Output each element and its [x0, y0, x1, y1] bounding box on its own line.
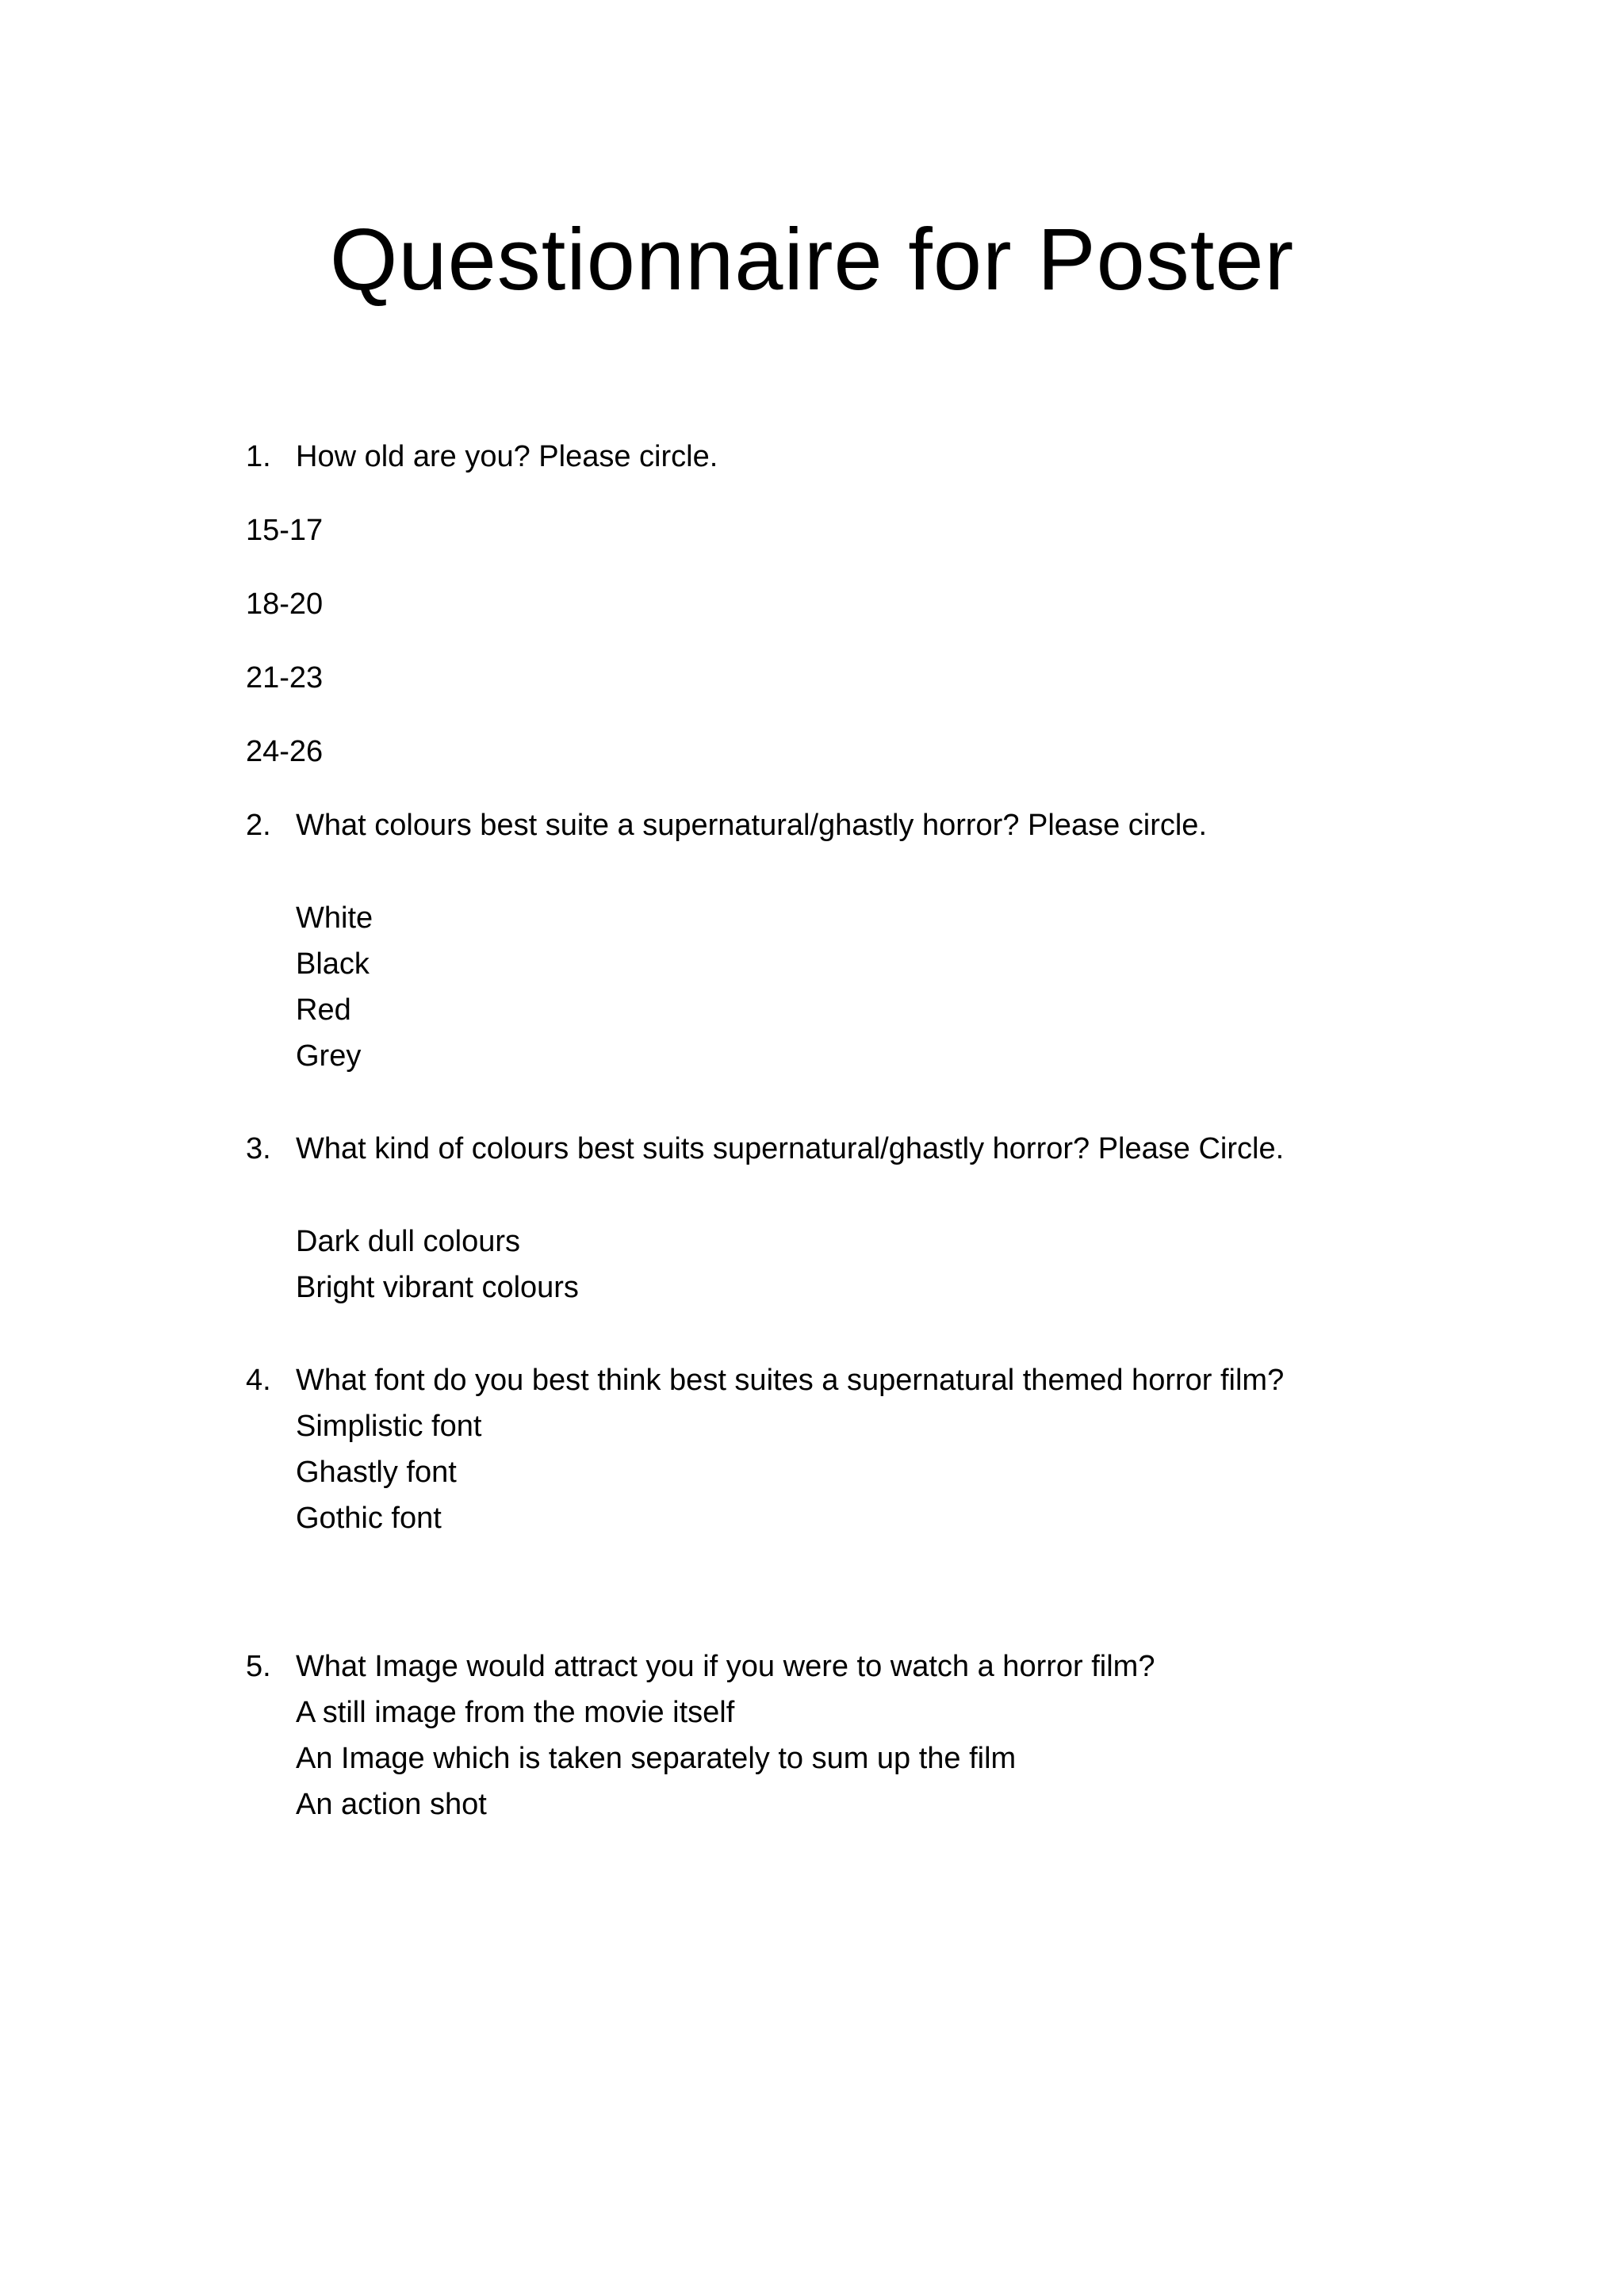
answer-option[interactable]: Black [296, 947, 370, 981]
answer-option[interactable]: White [296, 901, 373, 935]
question-text: What font do you best think best suites a supernatural themed horror film? [296, 1364, 1285, 1397]
answer-option[interactable]: Simplistic font [296, 1410, 482, 1443]
question-number: 3. [246, 1132, 271, 1165]
page-title: Questionnaire for Poster [329, 211, 1295, 308]
answer-option[interactable]: Grey [296, 1039, 362, 1073]
question-number: 1. [246, 440, 271, 473]
answer-option[interactable]: 24-26 [246, 735, 324, 768]
answer-option[interactable]: Dark dull colours [296, 1225, 520, 1258]
question-number: 4. [246, 1364, 271, 1397]
question-text: What kind of colours best suits supernatural/ghastly horror? Please Circle. [296, 1132, 1285, 1165]
question-number: 5. [246, 1650, 271, 1683]
question-number: 2. [246, 809, 271, 842]
answer-option[interactable]: Bright vibrant colours [296, 1271, 579, 1304]
answer-option[interactable]: An action shot [296, 1788, 487, 1821]
answer-option[interactable]: Red [296, 993, 351, 1027]
answer-option[interactable]: Gothic font [296, 1502, 442, 1535]
answer-option[interactable]: 15-17 [246, 514, 324, 547]
question-text: What Image would attract you if you were to watch a horror film? [296, 1650, 1155, 1683]
answer-option[interactable]: 21-23 [246, 661, 324, 695]
question-text: How old are you? Please circle. [296, 440, 718, 473]
answer-option[interactable]: 18-20 [246, 587, 324, 621]
answer-option[interactable]: Ghastly font [296, 1456, 457, 1489]
answer-option[interactable]: An Image which is taken separately to sum up the film [296, 1742, 1017, 1775]
answer-option[interactable]: A still image from the movie itself [296, 1696, 735, 1729]
question-text: What colours best suite a supernatural/ghastly horror? Please circle. [296, 809, 1207, 842]
